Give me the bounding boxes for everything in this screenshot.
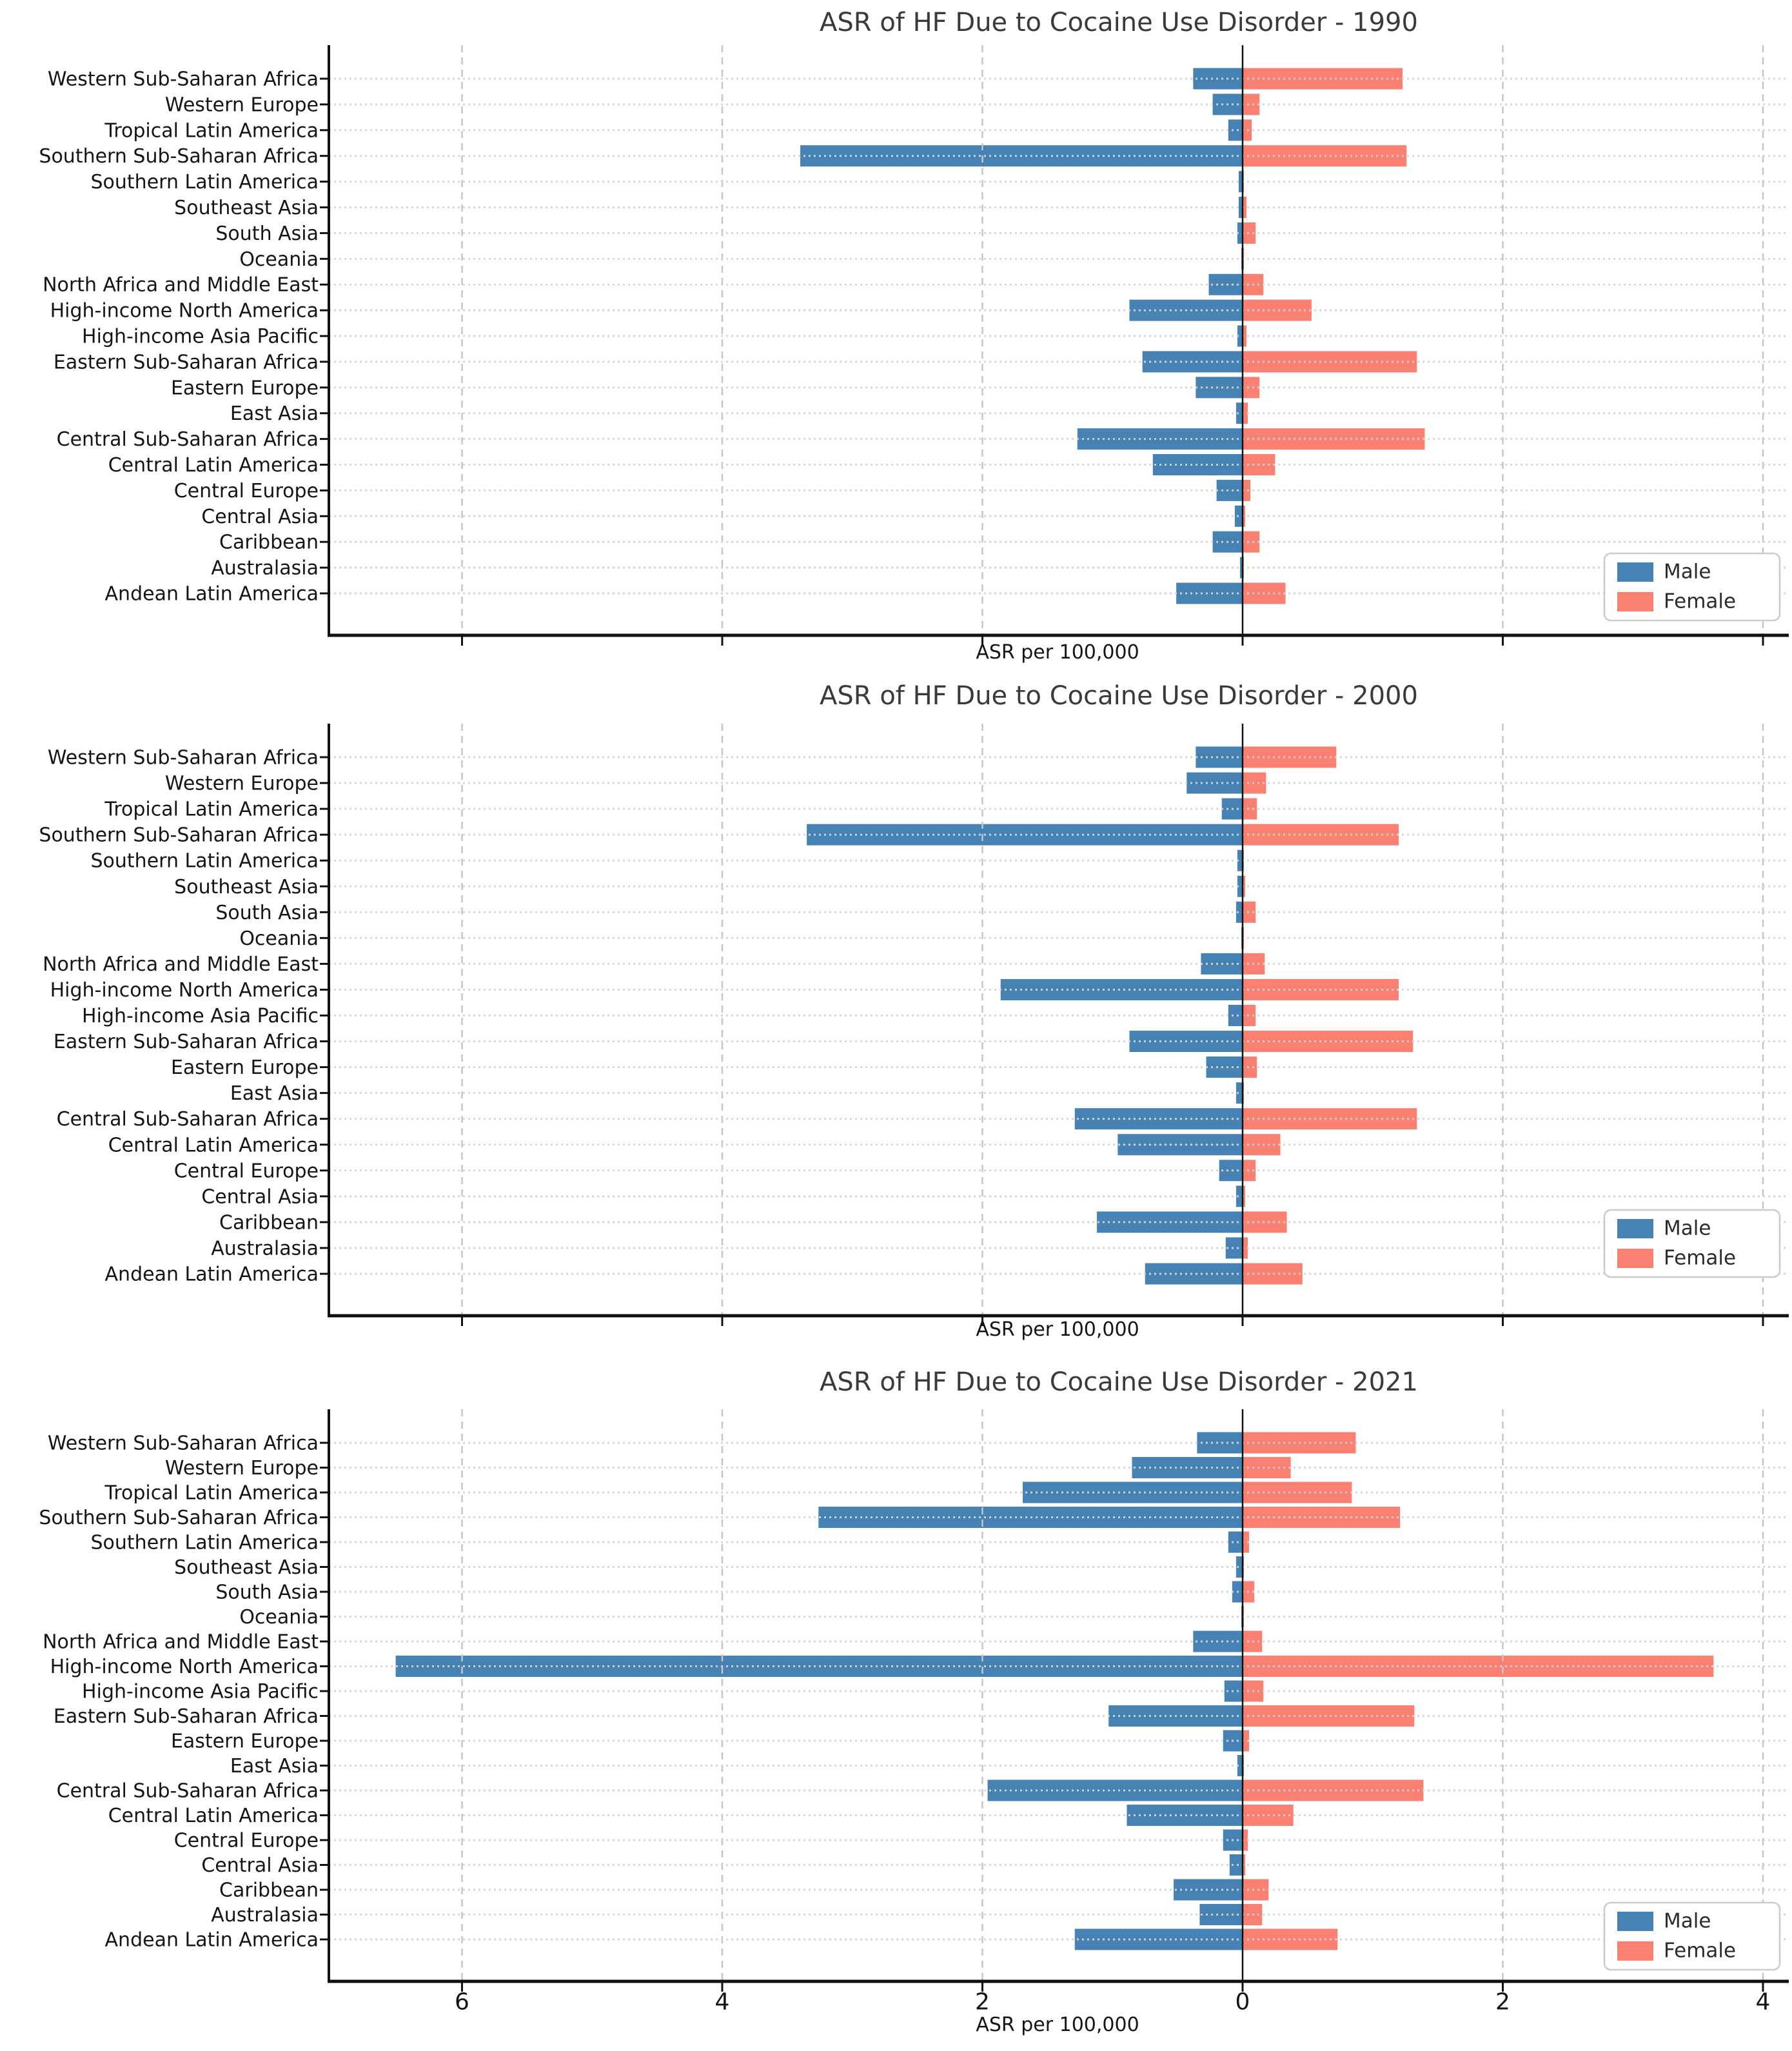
category-label: Central Europe	[173, 1829, 319, 1852]
category-label: East Asia	[230, 402, 319, 426]
legend-male-label: Male	[1664, 1216, 1711, 1240]
chart-title-2000: ASR of HF Due to Cocaine Use Disorder - 2000	[820, 681, 1418, 711]
category-label: Central Europe	[173, 479, 319, 502]
legend-male-swatch	[1617, 1219, 1653, 1238]
category-label: Central Sub-Saharan Africa	[56, 428, 319, 451]
category-label: Southeast Asia	[174, 1556, 319, 1579]
bar-female	[1243, 1211, 1287, 1233]
category-label: High-income North America	[50, 299, 319, 322]
category-label: Southern Latin America	[90, 849, 319, 873]
category-label: Western Europe	[164, 1457, 319, 1480]
category-label: Eastern Europe	[170, 1730, 319, 1753]
category-label: Southern Sub-Saharan Africa	[39, 145, 319, 168]
legend-female-swatch	[1617, 1941, 1653, 1961]
category-label: High-income Asia Pacific	[82, 325, 319, 348]
category-label: South Asia	[215, 901, 319, 924]
bar-male	[1228, 1005, 1243, 1026]
bar-female	[1243, 1656, 1713, 1677]
chart-title-2021: ASR of HF Due to Cocaine Use Disorder - 2021	[820, 1367, 1418, 1397]
category-label: Southern Latin America	[90, 171, 319, 194]
category-label: South Asia	[215, 1581, 319, 1604]
x-tick-label: 4	[1755, 1988, 1771, 2016]
bar-female	[1243, 798, 1257, 820]
category-label: Central Asia	[201, 1854, 319, 1877]
category-label: Oceania	[239, 927, 319, 950]
category-label: Eastern Europe	[170, 1056, 319, 1080]
bar-female	[1243, 377, 1259, 398]
bar-female	[1243, 1879, 1268, 1901]
category-label: Central Asia	[201, 505, 319, 528]
category-label: Australasia	[211, 1237, 319, 1260]
bar-female	[1243, 773, 1266, 794]
category-label: Caribbean	[219, 531, 319, 554]
legend-female-swatch	[1617, 592, 1653, 611]
category-label: Southern Latin America	[90, 1531, 319, 1554]
bar-male	[1228, 1532, 1243, 1553]
category-label: East Asia	[230, 1755, 319, 1778]
category-label: Andean Latin America	[104, 1928, 319, 1952]
category-label: High-income Asia Pacific	[82, 1680, 319, 1703]
x-axis-label-2021: ASR per 100,000	[976, 2014, 1139, 2036]
category-label: Eastern Sub-Saharan Africa	[53, 351, 319, 374]
category-label: Tropical Latin America	[104, 1481, 319, 1505]
bar-male	[1197, 1432, 1243, 1454]
bar-male	[1023, 1482, 1243, 1503]
category-label: North Africa and Middle East	[43, 1630, 319, 1654]
category-label: Southeast Asia	[174, 197, 319, 219]
x-axis-label-1990: ASR per 100,000	[976, 641, 1139, 664]
category-label: Southern Sub-Saharan Africa	[39, 824, 319, 847]
category-label: Central Latin America	[108, 454, 319, 477]
bar-male	[1196, 377, 1243, 398]
chart-title-1990: ASR of HF Due to Cocaine Use Disorder - 1990	[820, 8, 1418, 37]
category-label: Central Sub-Saharan Africa	[56, 1779, 319, 1803]
bar-male	[1196, 747, 1243, 768]
category-label: High-income North America	[50, 978, 319, 1002]
category-label: Western Sub-Saharan Africa	[47, 1432, 319, 1455]
category-label: Southeast Asia	[174, 875, 319, 898]
category-label: Oceania	[239, 1606, 319, 1629]
category-label: Caribbean	[219, 1879, 319, 1902]
bar-female	[1243, 1780, 1423, 1801]
category-label: Western Europe	[164, 772, 319, 795]
legend-female-label: Female	[1664, 1939, 1737, 1963]
category-label: Tropical Latin America	[104, 119, 319, 143]
bar-male	[1186, 773, 1243, 794]
category-label: Western Europe	[164, 94, 319, 117]
bar-male	[1228, 119, 1243, 141]
category-label: Andean Latin America	[104, 582, 319, 606]
bar-male	[1230, 1854, 1243, 1876]
bar-female	[1243, 94, 1259, 115]
category-label: Central Asia	[201, 1185, 319, 1209]
category-label: Central Sub-Saharan Africa	[56, 1108, 319, 1131]
category-label: South Asia	[215, 222, 319, 245]
category-label: Central Latin America	[108, 1134, 319, 1157]
category-label: Central Latin America	[108, 1805, 319, 1827]
x-axis-label-2000: ASR per 100,000	[976, 1318, 1139, 1341]
category-label: Tropical Latin America	[104, 798, 319, 821]
category-label: Central Europe	[173, 1160, 319, 1183]
category-label: Australasia	[211, 1904, 319, 1927]
bar-female	[1243, 1056, 1257, 1078]
bar-female	[1243, 1263, 1303, 1285]
category-label: Australasia	[211, 557, 319, 580]
x-tick-label: 2	[975, 1988, 990, 2016]
category-label: Western Sub-Saharan Africa	[47, 746, 319, 769]
category-label: North Africa and Middle East	[43, 273, 319, 297]
category-label: Southern Sub-Saharan Africa	[39, 1507, 319, 1529]
x-tick-label: 6	[455, 1988, 469, 2016]
x-tick-label: 4	[714, 1988, 730, 2016]
category-label: East Asia	[230, 1082, 319, 1105]
x-tick-label: 0	[1235, 1988, 1250, 2016]
legend-male-swatch	[1617, 562, 1653, 582]
bar-female	[1243, 531, 1259, 553]
x-tick-label: 2	[1495, 1988, 1510, 2016]
category-label: High-income North America	[50, 1656, 319, 1678]
bar-male	[1132, 1457, 1243, 1478]
category-label: Eastern Sub-Saharan Africa	[53, 1031, 319, 1054]
category-label: Eastern Sub-Saharan Africa	[53, 1705, 319, 1728]
bar-female	[1243, 68, 1403, 90]
legend-female-label: Female	[1664, 1246, 1737, 1270]
category-label: Western Sub-Saharan Africa	[47, 68, 319, 91]
category-label: High-income Asia Pacific	[82, 1005, 319, 1027]
legend-male-label: Male	[1664, 560, 1711, 584]
legend-female-swatch	[1617, 1249, 1653, 1268]
legend-male-swatch	[1617, 1912, 1653, 1931]
category-label: Andean Latin America	[104, 1263, 319, 1286]
category-label: Oceania	[239, 248, 319, 271]
category-label: North Africa and Middle East	[43, 953, 319, 976]
category-label: Caribbean	[219, 1211, 319, 1234]
legend-male-label: Male	[1664, 1909, 1711, 1933]
legend-female-label: Female	[1664, 590, 1737, 613]
category-label: Eastern Europe	[170, 377, 319, 400]
